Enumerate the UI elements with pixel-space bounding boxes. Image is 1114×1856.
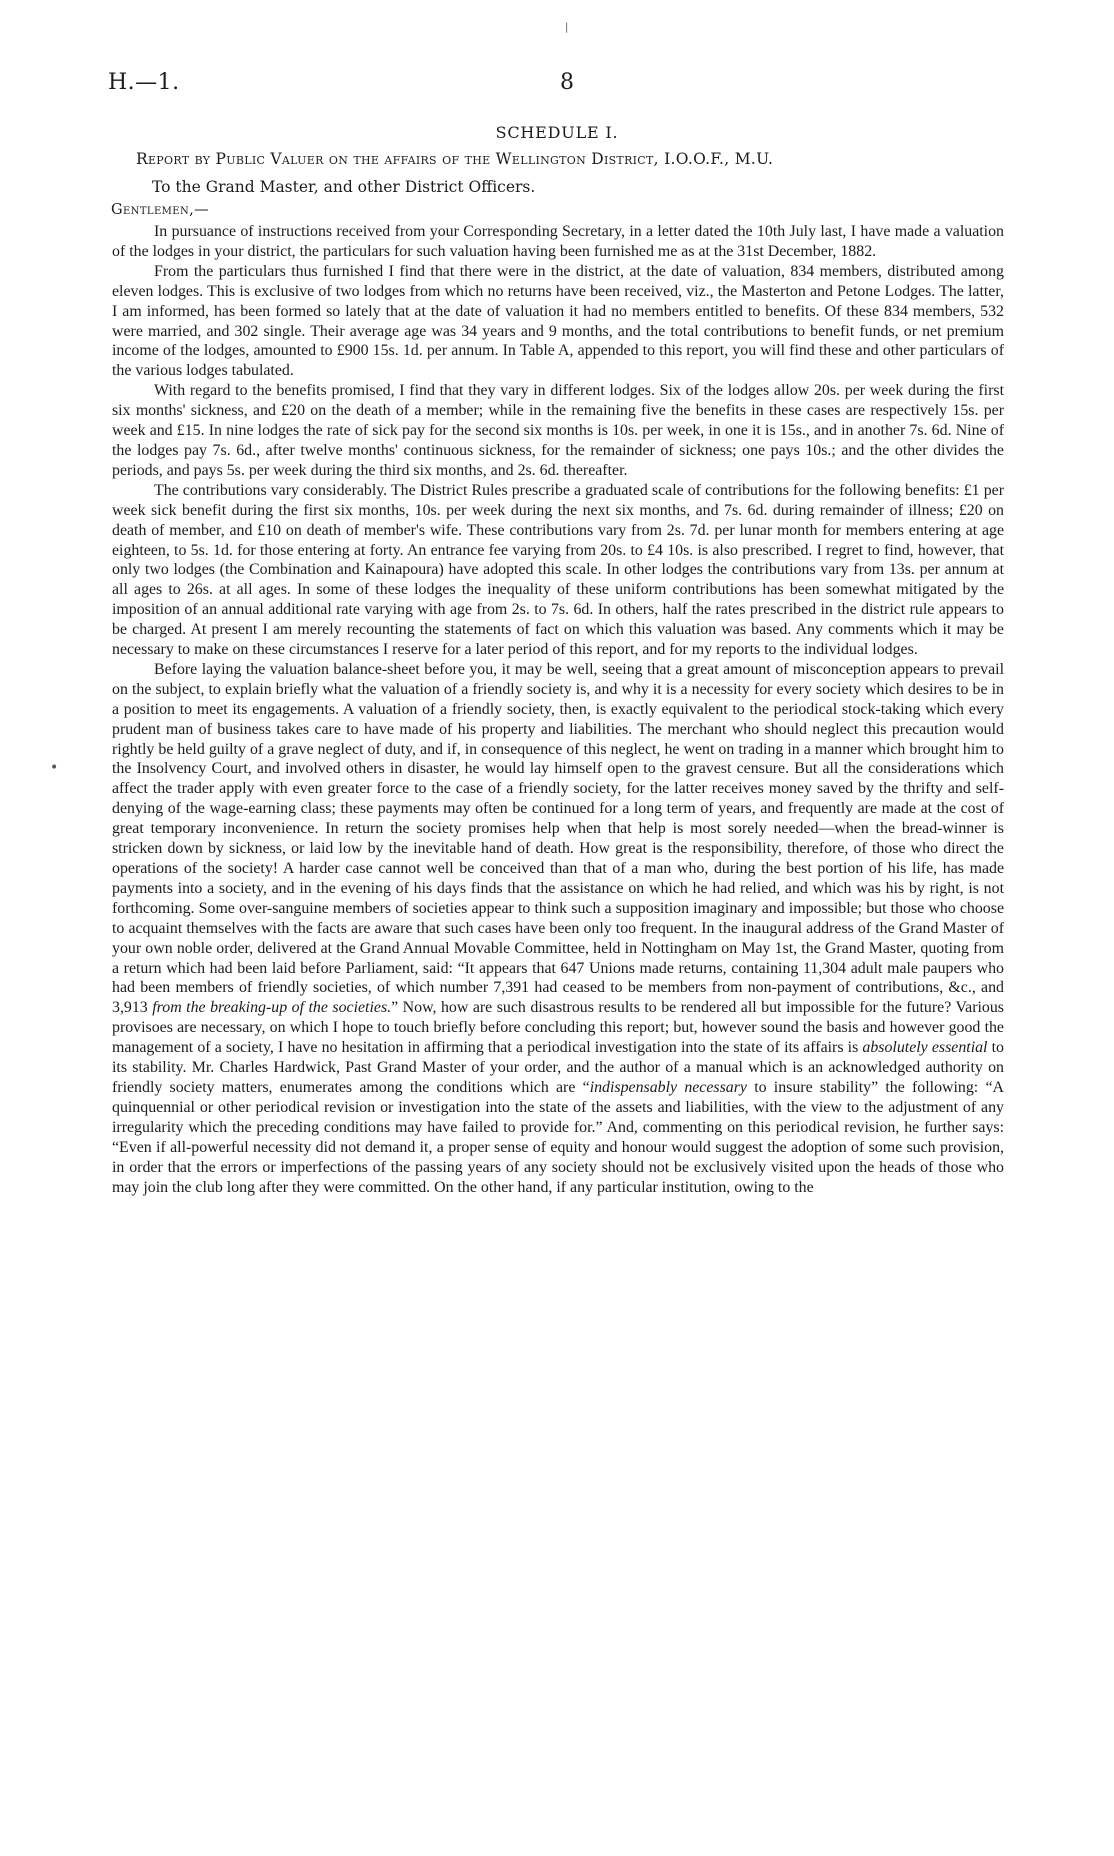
margin-dot: • — [50, 760, 59, 776]
paragraph-contributions: The contributions vary considerably. The District Rules prescribe a graduated scale of contributions for the following benefits: £1 per week sick benefit during the first six months, 10s. per week during the next six months, and 7s. 6d. during remainder of illness; £20 on death of member, and £10 on death of member's wife. These contributions vary from 2s. 7d. per lunar month for members entering at age eighteen, to 5s. 1d. for those entering at forty. An entrance fee varying from 20s. to £4 10s. is also prescribed. I regret to find, however, that only two lodges (the Combination and Kainapoura) have adopted this scale. In other lodges the contributions vary from 13s. per annum at all ages to 26s. at all ages. In some of these lodges the inequality of these uniform contributions has been somewhat mitigated by the imposition of an annual additional rate varying with age from 2s. to 7s. 6d. In others, half the rates prescribed in the district rule appears to be charged. At present I am merely recounting the statements of fact on which this valuation was based. Any comments which it may be necessary to make on these circumstances I reserve for a later period of this report, and for my reports to the individual lodges. — [112, 481, 1004, 659]
paragraph-benefits: With regard to the benefits promised, I find that they vary in different lodges. Six of the lodges allow 20s. per week during the first six months' sickness, and £20 on the death of a member; while in the remaining five the benefits in these cases are respectively 15s. per week and £15. In nine lodges the rate of sick pay for the second six months is 10s. per week, in one it is 15s., and in another 7s. 6d. Nine of the lodges pay 7s. 6d., after twelve months' continuous sickness, for the remainder of sickness; one pays 10s.; and the other divides the periods, and pays 5s. per week during the third six months, and 2s. 6d. thereafter. — [112, 382, 1004, 479]
page-number: 8 — [560, 70, 574, 95]
paragraph-text: to insure stability” the following: “A quinquennial or other periodical revision or investigation into the state of the assets and liabilities, with the view to the adjustment of any irregularity which the preceding conditions may have failed to provide for.” And, commenting on this periodical revision, he further says: “Even if all-powerful necessity did not demand it, a proper sense of equity and honour would suggest the adoption of some such provision, in order that the errors or imperfections of the passing years of any society should not be exclusively visited upon the heads of those who may join the club long after they were committed. On the other hand, if any particular institution, owing to the — [112, 1078, 1004, 1196]
paragraph-text: to its stability. Mr. Charles Hardwick, Past Grand Master of your order, and the author of a manual which is an acknowledged authority on friendly society matters, enumerates among the conditions which are “ — [112, 1039, 1004, 1096]
margin-tick: | — [565, 22, 569, 33]
paragraph-text: Before laying the valuation balance-sheet before you, it may be well, seeing that a great amount of misconception appears to prevail on the subject, to explain briefly what the valuation of a friendly society is, and why it is a necessity for every society which desires to be in a position to meet its engagements. A valuation of a friendly society, then, is exactly equivalent to the periodical stock-taking which every prudent man of business takes care to have made of his property and liabilities. The merchant who should neglect this precaution would rightly be held guilty of a grave neglect of duty, and if, in consequence of this neglect, he went on trading in a manner which brought him to the Insolvency Court, and involved others in disaster, he would lay himself open to the gravest censure. But all the considerations which affect the trader apply with even greater force to the case of a friendly society, for the latter receives money saved by the thrifty and self-denying of the wage-earning class; these payments may often be continued for a long term of years, and frequently are made at the cost of great temporary inconvenience. In return the society promises help when that help is most sorely needed—when the bread-winner is stricken down by sickness, or laid low by the inevitable hand of death. How great is the responsibility, therefore, of those who direct the operations of the society! A harder case cannot well be conceived than that of a man who, during the best portion of his life, has made payments into a society, and in the evening of his days finds that the assistance on which he had relied, and which was his by right, is not forthcoming. Some over-sanguine members of societies appear to think such a supposition imaginary and impossible; but those who choose to acquaint themselves with the facts are aware that such cases have been only too frequent. In the inaugural address of the Grand Master of your own noble order, delivered at the Grand Annual Movable Committee, held in Nottingham on May 1st, the Grand Master, quoting from a return which had been laid before Parliament, said: “It appears that 647 Unions made returns, containing 11,304 adult male paupers who had been members of friendly societies, of which number 7,391 had ceased to be members from non-payment of contributions, &c., and 3,913 — [112, 660, 1004, 1017]
paragraph-valuation-explanation — [112, 660, 1004, 1197]
paragraph-instructions: In pursuance of instructions received from your Corresponding Secretary, in a letter dated the 10th July last, I have made a valuation of the lodges in your district, the particulars for such valuation having been furnished me as at the 31st December, 1882. — [112, 223, 1004, 260]
paragraph-membership: From the particulars thus furnished I find that there were in the district, at the date of valuation, 834 members, distributed among eleven lodges. This is exclusive of two lodges from which no returns have been received, viz., the Masterton and Petone Lodges. The latter, I am informed, has been formed so lately that at the date of valuation it had no members entitled to benefits. Of these 834 members, 532 were married, and 302 single. Their average age was 34 years and 9 months, and the total contributions to benefit funds, or net premium income of the lodges, amounted to £900 15s. 1d. per annum. In Table A, appended to this report, you will find these and other particulars of the various lodges tabulated. — [112, 262, 1004, 380]
addressee-line: To the Grand Master, and other District Officers. — [152, 178, 536, 196]
emphasis-text: absolutely essential — [862, 1039, 988, 1057]
emphasis-text: from the breaking-up of the societies. — [152, 999, 392, 1017]
schedule-title: SCHEDULE I. — [495, 123, 619, 142]
salutation: Gentlemen,— — [111, 202, 210, 218]
report-body — [112, 222, 1004, 1197]
report-title: Report by Public Valuer on the affairs of the Wellington District, I.O.O.F., M.U. — [136, 150, 774, 168]
emphasis-text: indispensably necessary — [589, 1078, 747, 1096]
document-reference: H.—1. — [108, 70, 180, 95]
paragraph-text: ” Now, how are such disastrous results to be rendered all but impossible for the future? Various provisoes are necessary, on which I hope to touch briefly before concluding this report; but, however sound the basis and however good the management of a society, I have no hesitation in affirming that a periodical investigation into the state of its affairs is — [112, 999, 1004, 1057]
